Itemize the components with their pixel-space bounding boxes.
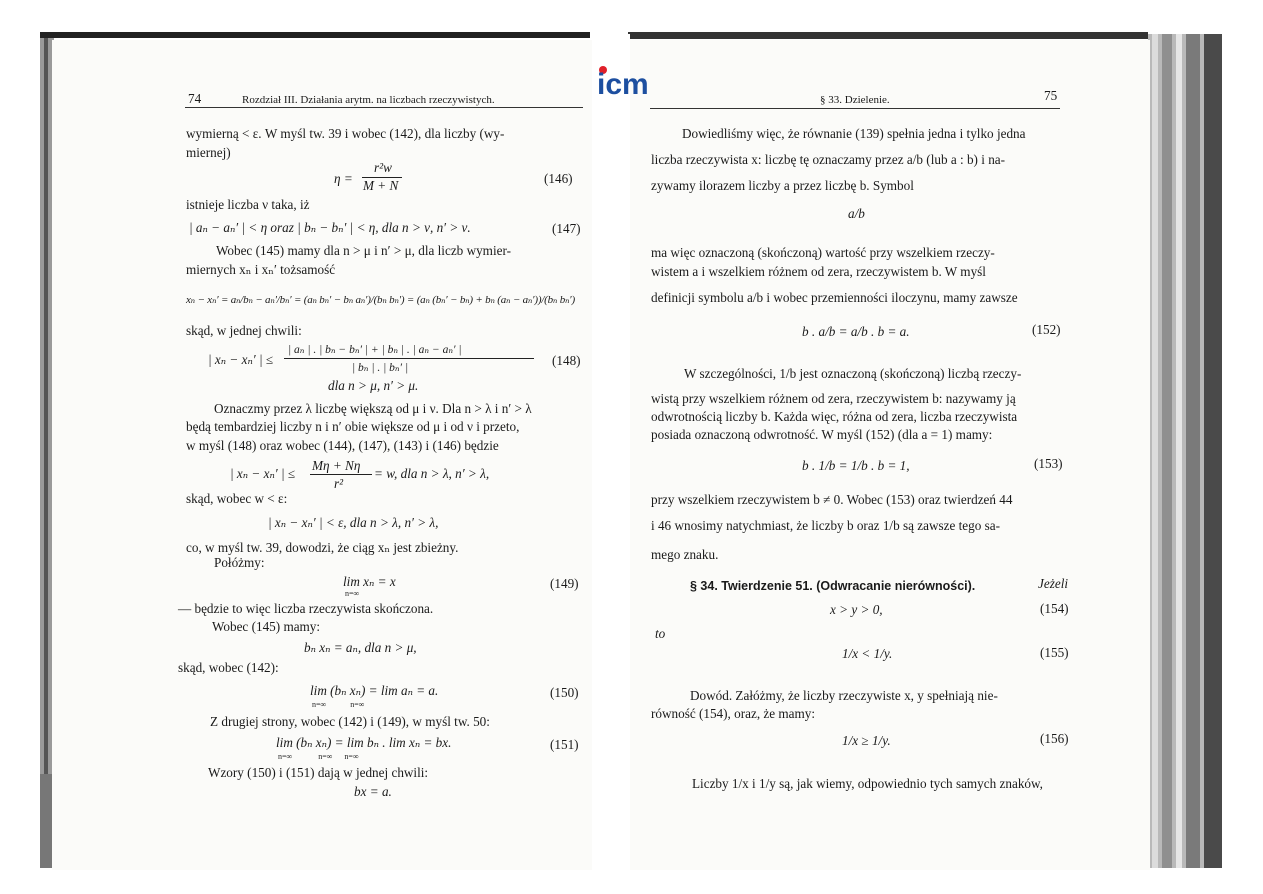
right-line-4: ma więc oznaczoną (skończoną) wartość przy wszelkiem rzeczy- [651,245,995,260]
eq154-label: (154) [1040,601,1069,616]
eq147-label: (147) [552,221,581,236]
identity-equation: xₙ − xₙ′ = aₙ/bₙ − aₙ′/bₙ′ = (aₙ bₙ′ − bₙ aₙ′)/(bₙ bₙ′) = (aₙ (bₙ′ − bₙ) + bₙ (aₙ − aₙ′))/(bₙ bₙ′) [186,294,575,306]
eq153-label: (153) [1034,456,1063,471]
left-line-19: skąd, wobec (142): [178,660,279,675]
eq155: 1/x < 1/y. [842,646,893,661]
eq151: lim (bₙ xₙ) = lim bₙ . lim xₙ = bx. [276,735,452,750]
left-line-2: miernej) [186,145,231,160]
eq149-label: (149) [550,576,579,591]
left-line-20: Z drugiej strony, wobec (142) i (149), w myśl tw. 50: [210,714,490,729]
eq150-sub: n=∞ n=∞ [312,700,365,709]
icm-logo-icon [597,66,667,100]
left-line-22: bx = a. [354,784,392,799]
eq148-num: | aₙ | . | bₙ − bₙ′ | + | bₙ | . | aₙ − aₙ′ | [288,344,462,356]
eq146-den: M + N [363,178,399,193]
right-line-15: Dowód. Załóżmy, że liczby rzeczywiste x, y spełniają nie- [690,688,998,703]
eq149: lim xₙ = x [343,574,396,589]
eq150-label: (150) [550,685,579,700]
eq148-label: (148) [552,353,581,368]
left-line-13: | xₙ − xₙ′ | < ε, dla n > λ, n′ > λ, [268,515,439,530]
ineq-num: Mη + Nη [312,458,361,473]
eq148-den: | bₙ | . | bₙ′ | [352,362,409,374]
left-line-15: Połóżmy: [214,555,265,570]
left-line-11: w myśl (148) oraz wobec (144), (147), (143) i (146) będzie [186,438,499,453]
eq152: b . a/b = a/b . b = a. [802,324,910,339]
right-line-2: liczba rzeczywista x: liczbę tę oznaczamy przez a/b (lub a : b) i na- [651,152,1006,167]
eq147: | aₙ − aₙ′ | < η oraz | bₙ − bₙ′ | < η, dla n > ν, n′ > ν. [189,220,471,235]
right-line-1: Dowiedliśmy więc, że równanie (139) spełnia jedna i tylko jedna [682,126,1026,141]
right-line-8: wistą przy wszelkiem różnem od zera, rzeczywistem b: nazywamy ją [651,391,1016,406]
right-line-14: to [655,626,666,641]
eq155-label: (155) [1040,645,1069,660]
eq148-fraction-bar [284,358,534,359]
left-page-number: 74 [188,91,202,106]
eq152-label: (152) [1032,322,1061,337]
left-header-rule [185,107,583,108]
right-line-3: zywamy ilorazem liczby a przez liczbę b. Symbol [651,178,914,193]
left-line-17: Wobec (145) mamy: [212,619,321,634]
svg-text:icm: icm [597,68,649,100]
right-page-number: 75 [1044,88,1058,103]
left-line-9: Oznaczmy przez λ liczbę większą od μ i ν. Dla n > λ i n′ > λ [214,401,532,416]
left-line-6: miernych xₙ i xₙ′ tożsamość [186,262,336,277]
left-line-8: dla n > μ, n′ > μ. [328,378,419,393]
eq151-label: (151) [550,737,579,752]
eq146-label: (146) [544,171,573,186]
left-line-16: — będzie to więc liczba rzeczywista skończona. [178,601,434,616]
eq153: b . 1/b = 1/b . b = 1, [802,458,910,473]
left-line-7: skąd, w jednej chwili: [186,323,302,338]
right-line-13: mego znaku. [651,547,719,562]
right-line-9: odwrotnością liczby b. Każda więc, różna od zera, liczba rzeczywista [651,409,1018,424]
right-line-16: równość (154), oraz, że mamy: [651,706,816,721]
right-line-7: W szczególności, 1/b jest oznaczoną (skończoną) liczbą rzeczy- [684,366,1022,381]
right-running-head: § 33. Dzielenie. [820,94,890,106]
right-line-5: wistem a i wszelkiem różnem od zera, rzeczywistem b. W myśl [651,264,986,279]
ineq-den: r² [334,476,344,491]
ineq-fraction-bar [310,474,372,475]
right-line-12: i 46 wnosimy natychmiast, że liczby b oraz 1/b są zawsze tego sa- [651,518,1000,533]
ineq-lhs: | xₙ − xₙ′ | ≤ [230,466,296,481]
eq151-sub: n=∞ n=∞ n=∞ [278,752,359,761]
theorem-tail: Jeżeli [1038,576,1069,591]
theorem-heading: § 34. Twierdzenie 51. (Odwracanie nierówności). [690,579,976,593]
eq146-num: r²w [374,160,392,175]
icm-logo [597,66,667,100]
left-line-14: co, w myśl tw. 39, dowodzi, że ciąg xₙ jest zbieżny. [186,540,459,555]
left-line-5: Wobec (145) mamy dla n > μ i n′ > μ, dla liczb wymier- [216,243,511,258]
eq156: 1/x ≥ 1/y. [842,733,891,748]
left-line-1: wymierną < ε. W myśl tw. 39 i wobec (142), dla liczby (wy- [186,126,505,141]
right-line-10: posiada oznaczoną odwrotność. W myśl (152) (dla a = 1) mamy: [651,427,993,442]
eq148-lhs: | xₙ − xₙ′ | ≤ [208,352,274,367]
right-header-rule [650,108,1060,109]
ineq-rhs: = w, dla n > λ, n′ > λ, [374,466,490,481]
left-running-head: Rozdział III. Działania arytm. na liczbach rzeczywistych. [242,94,495,106]
left-line-10: będą tembardziej liczby n i n′ obie większe od μ i od ν i przeto, [186,419,520,434]
right-line-11: przy wszelkiem rzeczywistem b ≠ 0. Wobec (153) oraz twierdzeń 44 [651,492,1013,507]
left-line-21: Wzory (150) i (151) dają w jednej chwili: [208,765,429,780]
right-line-17: Liczby 1/x i 1/y są, jak wiemy, odpowiednio tych samych znaków, [692,776,1043,791]
right-line-6: definicji symbolu a/b i wobec przemienności iloczynu, mamy zawsze [651,290,1018,305]
eq149-sub: n=∞ [345,589,360,598]
left-line-3: istnieje liczba ν taka, iż [186,197,310,212]
eq146-lhs: η = [334,171,353,186]
symbol-a-over-b: a/b [848,206,865,221]
left-line-18: bₙ xₙ = aₙ, dla n > μ, [304,640,417,655]
left-line-12: skąd, wobec w < ε: [186,491,288,506]
eq156-label: (156) [1040,731,1069,746]
eq150: lim (bₙ xₙ) = lim aₙ = a. [310,683,439,698]
eq154: x > y > 0, [830,602,883,617]
